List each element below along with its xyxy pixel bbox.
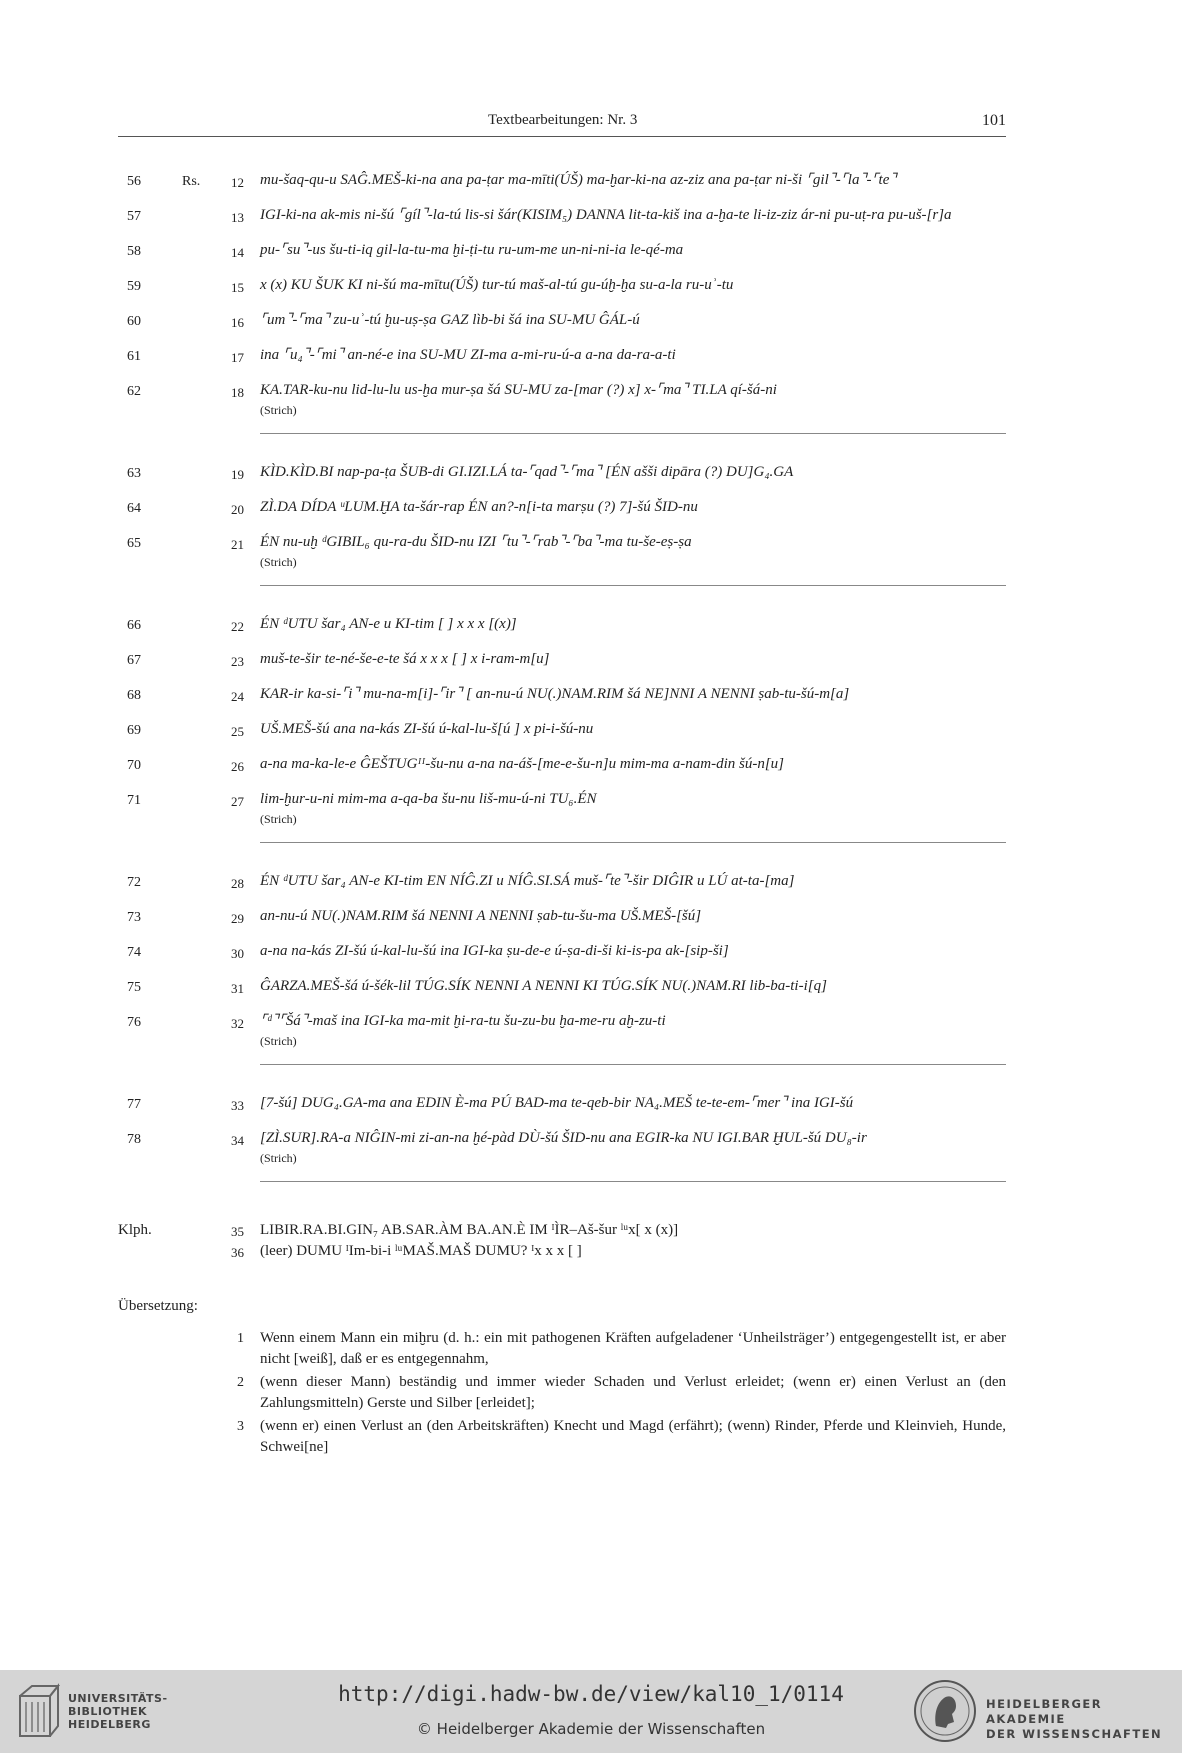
line-text bbox=[260, 719, 1005, 740]
line-text bbox=[260, 497, 1005, 518]
running-head-title: Textbearbeitungen: Nr. 3 bbox=[488, 112, 638, 128]
tablet-line-number: 17 bbox=[231, 350, 244, 365]
line-text bbox=[260, 906, 1005, 927]
line-text bbox=[260, 380, 1005, 419]
line-text bbox=[260, 462, 1005, 483]
permalink-url[interactable]: http://digi.hadw-bw.de/view/kal10_1/0114 bbox=[338, 1682, 844, 1706]
line-number: 60 bbox=[127, 314, 141, 329]
transliteration: ⌜ᵈ⌝⌜Šá⌝-maš ina IGI-ka ma-mit ḫi-ra-tu šu-zu-bu ḫa-me-ru aḫ-zu-ti bbox=[260, 1013, 666, 1029]
transliteration: ÉN ᵈUTU šar₄ AN-e KI-tim EN NÍĜ.ZI u NÍĜ.SI.SÁ muš-⌜te⌝-šir DIĜIR u LÚ at-ta-[ma] bbox=[260, 873, 795, 889]
colophon-line-text: LIBIR.RA.BI.GIN₇ AB.SAR.ÀM BA.AN.È IM ᴵÌR–Aš-šur ˡᵘx[ x (x)] bbox=[260, 1222, 679, 1238]
tablet-line-number: 27 bbox=[231, 794, 244, 809]
line-text bbox=[260, 205, 1005, 226]
transliteration: KÌD.KÌD.BI nap-pa-ṭa ŠUB-di GI.IZI.LÁ ta-⌜qad⌝-⌜ma⌝ [ÉN ašši dipāra (?) DU]G₄.GA bbox=[260, 464, 794, 480]
text-line bbox=[0, 240, 1182, 261]
academy-seal-icon bbox=[912, 1678, 978, 1744]
colophon-line-number: 35 bbox=[231, 1224, 244, 1239]
text-line bbox=[0, 754, 1182, 775]
line-text bbox=[260, 649, 1005, 670]
text-line bbox=[0, 719, 1182, 740]
transliteration: pu-⌜su⌝-us šu-ti-iq gil-la-tu-ma ḫi-ṭi-tu ru-um-me un-ni-ni-ia le-qé-ma bbox=[260, 242, 684, 258]
tablet-line-number: 19 bbox=[231, 467, 244, 482]
section-divider-note: (Strich) bbox=[260, 1151, 297, 1165]
transliteration: ZÌ.DA DÍDA ᵘLUM.ḪA ta-šár-rap ÉN an?-n[i-ta marṣu (?) 7]-šú ŠID-nu bbox=[260, 499, 698, 515]
copyright-notice: © Heidelberger Akademie der Wissenschaften bbox=[416, 1720, 766, 1738]
transliteration: x (x) KU ŠUK KI ni-šú ma-mītu(ÚŠ) tur-tú maš-al-tú gu-úḫ-ḫa su-a-la ru-uʾ-tu bbox=[260, 277, 734, 293]
transliteration: ⌜um⌝-⌜ma⌝ zu-uʾ-tú ḫu-uṣ-ṣa GAZ lìb-bi šá ina SU-MU ĜÁL-ú bbox=[260, 312, 640, 328]
text-line bbox=[0, 906, 1182, 927]
line-number: 69 bbox=[127, 723, 141, 738]
tablet-line-number: 26 bbox=[231, 759, 244, 774]
translation-line bbox=[0, 1372, 1182, 1414]
tablet-line-number: 16 bbox=[231, 315, 244, 330]
line-number: 77 bbox=[127, 1097, 141, 1112]
line-text bbox=[260, 754, 1005, 775]
line-number: 68 bbox=[127, 688, 141, 703]
transliteration: [7-šú] DUG₄.GA-ma ana EDIN È-ma PÚ BAD-ma te-qeb-bir NA₄.MEŠ te-te-em-⌜mer⌝ ina IGI-šú bbox=[260, 1095, 854, 1111]
line-text bbox=[260, 170, 1005, 191]
running-head bbox=[118, 112, 1006, 137]
line-number: 72 bbox=[127, 875, 141, 890]
library-name: UNIVERSITÄTS- BIBLIOTHEK HEIDELBERG bbox=[68, 1692, 168, 1731]
line-number: 74 bbox=[127, 945, 141, 960]
line-number: 57 bbox=[127, 209, 141, 224]
transliteration: muš-te-šir te-né-še-e-te šá x x x [ ] x i-ram-m[u] bbox=[260, 651, 550, 667]
tablet-line-number: 23 bbox=[231, 654, 244, 669]
transliteration: UŠ.MEŠ-šú ana na-kás ZI-šú ú-kal-lu-š[ú ] x pi-i-šú-nu bbox=[260, 721, 594, 737]
line-number: 70 bbox=[127, 758, 141, 773]
line-text bbox=[260, 684, 1005, 705]
tablet-line-number: 24 bbox=[231, 689, 244, 704]
text-line bbox=[0, 789, 1182, 828]
translation-line bbox=[0, 1416, 1182, 1458]
transliteration-lines bbox=[0, 170, 1182, 1210]
text-line bbox=[0, 614, 1182, 635]
tablet-line-number: 13 bbox=[231, 210, 244, 225]
line-text bbox=[260, 614, 1005, 635]
line-number: 67 bbox=[127, 653, 141, 668]
colophon-line-text: (leer) DUMU ᴵIm-bi-i ˡᵘMAŠ.MAŠ DUMU? ᴵx x x [ ] bbox=[260, 1243, 582, 1259]
section-rule bbox=[260, 842, 1006, 843]
colophon-line-number: 36 bbox=[231, 1245, 244, 1260]
line-number: 76 bbox=[127, 1015, 141, 1030]
transliteration: a-na na-kás ZI-šú ú-kal-lu-šú ina IGI-ka ṣu-de-e ú-ṣa-di-ši ki-is-pa ak-[sip-ši] bbox=[260, 943, 729, 959]
translation-line-number: 3 bbox=[237, 1419, 244, 1434]
colophon-label: Klph. bbox=[118, 1222, 152, 1238]
tablet-line-number: 31 bbox=[231, 981, 244, 996]
line-text bbox=[260, 1128, 1005, 1167]
transliteration: ÉN nu-uḫ ᵈGIBIL₆ qu-ra-du ŠID-nu IZI ⌜tu⌝-⌜rab⌝-⌜ba⌝-ma tu-še-eṣ-ṣa bbox=[260, 534, 692, 550]
transliteration: [ZÌ.SUR].RA-a NIĜIN-mi zi-an-na ḫé-pàd DÙ-šú ŠID-nu ana EGIR-ka NU IGI.BAR ḪUL-šú DU₈-ir bbox=[260, 1130, 867, 1146]
tablet-line-number: 22 bbox=[231, 619, 244, 634]
line-number: 62 bbox=[127, 384, 141, 399]
section-divider-note: (Strich) bbox=[260, 403, 297, 417]
line-text bbox=[260, 1093, 1005, 1114]
tablet-line-number: 14 bbox=[231, 245, 244, 260]
tablet-line-number: 30 bbox=[231, 946, 244, 961]
footer-bar bbox=[0, 1670, 1182, 1753]
section-rule bbox=[260, 585, 1006, 586]
text-line bbox=[0, 462, 1182, 483]
line-number: 71 bbox=[127, 793, 141, 808]
text-line bbox=[0, 532, 1182, 571]
text-line bbox=[0, 275, 1182, 296]
line-text bbox=[260, 310, 1005, 331]
line-number: 59 bbox=[127, 279, 141, 294]
translation-line-text: (wenn dieser Mann) beständig und immer wieder Schaden und Verlust erleidet; (wenn er) einen Verlust an (den Zahlungsmitteln) Gerste und Silber [erleidet]; bbox=[260, 1374, 1006, 1411]
tablet-line-number: 34 bbox=[231, 1133, 244, 1148]
translation-line-number: 2 bbox=[237, 1375, 244, 1390]
colophon-line bbox=[0, 1241, 1182, 1262]
text-line bbox=[0, 941, 1182, 962]
line-number: 61 bbox=[127, 349, 141, 364]
tablet-line-number: 12 bbox=[231, 175, 244, 190]
text-line bbox=[0, 1011, 1182, 1050]
line-text bbox=[260, 345, 1005, 366]
line-text bbox=[260, 976, 1005, 997]
text-line bbox=[0, 871, 1182, 892]
tablet-line-number: 28 bbox=[231, 876, 244, 891]
line-text bbox=[260, 240, 1005, 261]
transliteration: ina ⌜u₄⌝-⌜mi⌝ an-né-e ina SU-MU ZI-ma a-mi-ru-ú-a a-na da-ra-a-ti bbox=[260, 347, 676, 363]
text-line bbox=[0, 684, 1182, 705]
transliteration: KA.TAR-ku-nu lid-lu-lu us-ḫa mur-ṣa šá SU-MU za-[mar (?) x] x-⌜ma⌝ TI.LA qí-šá-ni bbox=[260, 382, 777, 398]
text-line bbox=[0, 976, 1182, 997]
line-text bbox=[260, 789, 1005, 828]
line-text bbox=[260, 275, 1005, 296]
transliteration: KAR-ir ka-si-⌜i⌝ mu-na-m[i]-⌜ir⌝ [ an-nu-ú NU(.)NAM.RIM šá NE]NNI A NENNI ṣab-tu-šú-m[a] bbox=[260, 686, 850, 702]
text-line bbox=[0, 345, 1182, 366]
text-line bbox=[0, 1093, 1182, 1114]
section-divider-note: (Strich) bbox=[260, 812, 297, 826]
section-divider-note: (Strich) bbox=[260, 1034, 297, 1048]
text-line bbox=[0, 497, 1182, 518]
tablet-line-number: 18 bbox=[231, 385, 244, 400]
line-number: 64 bbox=[127, 501, 141, 516]
colophon-line bbox=[0, 1220, 1182, 1241]
text-line bbox=[0, 649, 1182, 670]
text-line bbox=[0, 380, 1182, 419]
text-line bbox=[0, 310, 1182, 331]
transliteration: mu-šaq-qu-u SAĜ.MEŠ-ki-na ana pa-ṭar ma-mīti(ÚŠ) ma-ḫar-ki-na az-ziz ana pa-ṭar ni-ši ⌜gil⌝-⌜la⌝-⌜te⌝ bbox=[260, 172, 897, 188]
line-number: 58 bbox=[127, 244, 141, 259]
section-divider-note: (Strich) bbox=[260, 555, 297, 569]
line-text bbox=[260, 532, 1005, 571]
tablet-line-number: 21 bbox=[231, 537, 244, 552]
translation-line-number: 1 bbox=[237, 1331, 244, 1346]
tablet-line-number: 20 bbox=[231, 502, 244, 517]
page-number: 101 bbox=[982, 112, 1006, 129]
translation-line-text: Wenn einem Mann ein miḫru (d. h.: ein mit pathogenen Kräften aufgeladener ‘Unheilsträger’) entgegengestellt ist, er aber nicht [weiß], daß er es entgegennahm, bbox=[260, 1330, 1006, 1367]
transliteration: IGI-ki-na ak-mis ni-šú ⌜gíl⌝-la-tú lis-si šár(KISIM₅) DANNA lit-ta-kiš ina a-ḫa-te li-iz-ziz ár-ni pu-uṭ-ra pu-uš-[r]a bbox=[260, 207, 952, 223]
tablet-line-number: 32 bbox=[231, 1016, 244, 1031]
tablet-line-number: 15 bbox=[231, 280, 244, 295]
line-number: 66 bbox=[127, 618, 141, 633]
transliteration: ÉN ᵈUTU šar₄ AN-e u KI-tim [ ] x x x [(x)] bbox=[260, 616, 517, 632]
line-number: 78 bbox=[127, 1132, 141, 1147]
line-text bbox=[260, 871, 1005, 892]
academy-name: HEIDELBERGER AKADEMIE DER WISSENSCHAFTEN bbox=[986, 1697, 1163, 1741]
tablet-line-number: 33 bbox=[231, 1098, 244, 1113]
line-text bbox=[260, 1011, 1005, 1050]
translation-line bbox=[0, 1328, 1182, 1370]
transliteration: ĜARZA.MEŠ-šá ú-šék-lil TÚG.SÍK NENNI A NENNI KI TÚG.SÍK NU(.)NAM.RI lib-ba-ti-i[q] bbox=[260, 978, 827, 994]
translation-heading: Übersetzung: bbox=[118, 1298, 198, 1314]
section-rule bbox=[260, 433, 1006, 434]
line-number: 63 bbox=[127, 466, 141, 481]
line-number: 75 bbox=[127, 980, 141, 995]
line-text bbox=[260, 941, 1005, 962]
line-number: 56 bbox=[127, 174, 141, 189]
side-label: Rs. bbox=[182, 174, 201, 189]
text-line bbox=[0, 170, 1182, 191]
transliteration: an-nu-ú NU(.)NAM.RIM šá NENNI A NENNI ṣab-tu-šu-ma UŠ.MEŠ-[šú] bbox=[260, 908, 702, 924]
tablet-line-number: 25 bbox=[231, 724, 244, 739]
text-line bbox=[0, 205, 1182, 226]
section-rule bbox=[260, 1064, 1006, 1065]
line-number: 65 bbox=[127, 536, 141, 551]
line-number: 73 bbox=[127, 910, 141, 925]
text-line bbox=[0, 1128, 1182, 1167]
transliteration: a-na ma-ka-le-e ĜEŠTUGᴵᴵ-šu-nu a-na na-áš-[me-e-šu-n]u mim-ma a-nam-din šú-n[u] bbox=[260, 756, 784, 772]
section-rule bbox=[260, 1181, 1006, 1182]
tablet-line-number: 29 bbox=[231, 911, 244, 926]
colophon bbox=[0, 1220, 1182, 1262]
translation-line-text: (wenn er) einen Verlust an (den Arbeitskräften) Knecht und Magd (erfährt); (wenn) Rinder, Pferde und Kleinvieh, Hunde, Schwei[ne] bbox=[260, 1418, 1006, 1455]
transliteration: lim-ḫur-u-ni mim-ma a-qa-ba šu-nu liš-mu-ú-ni TU₆.ÉN bbox=[260, 791, 597, 807]
